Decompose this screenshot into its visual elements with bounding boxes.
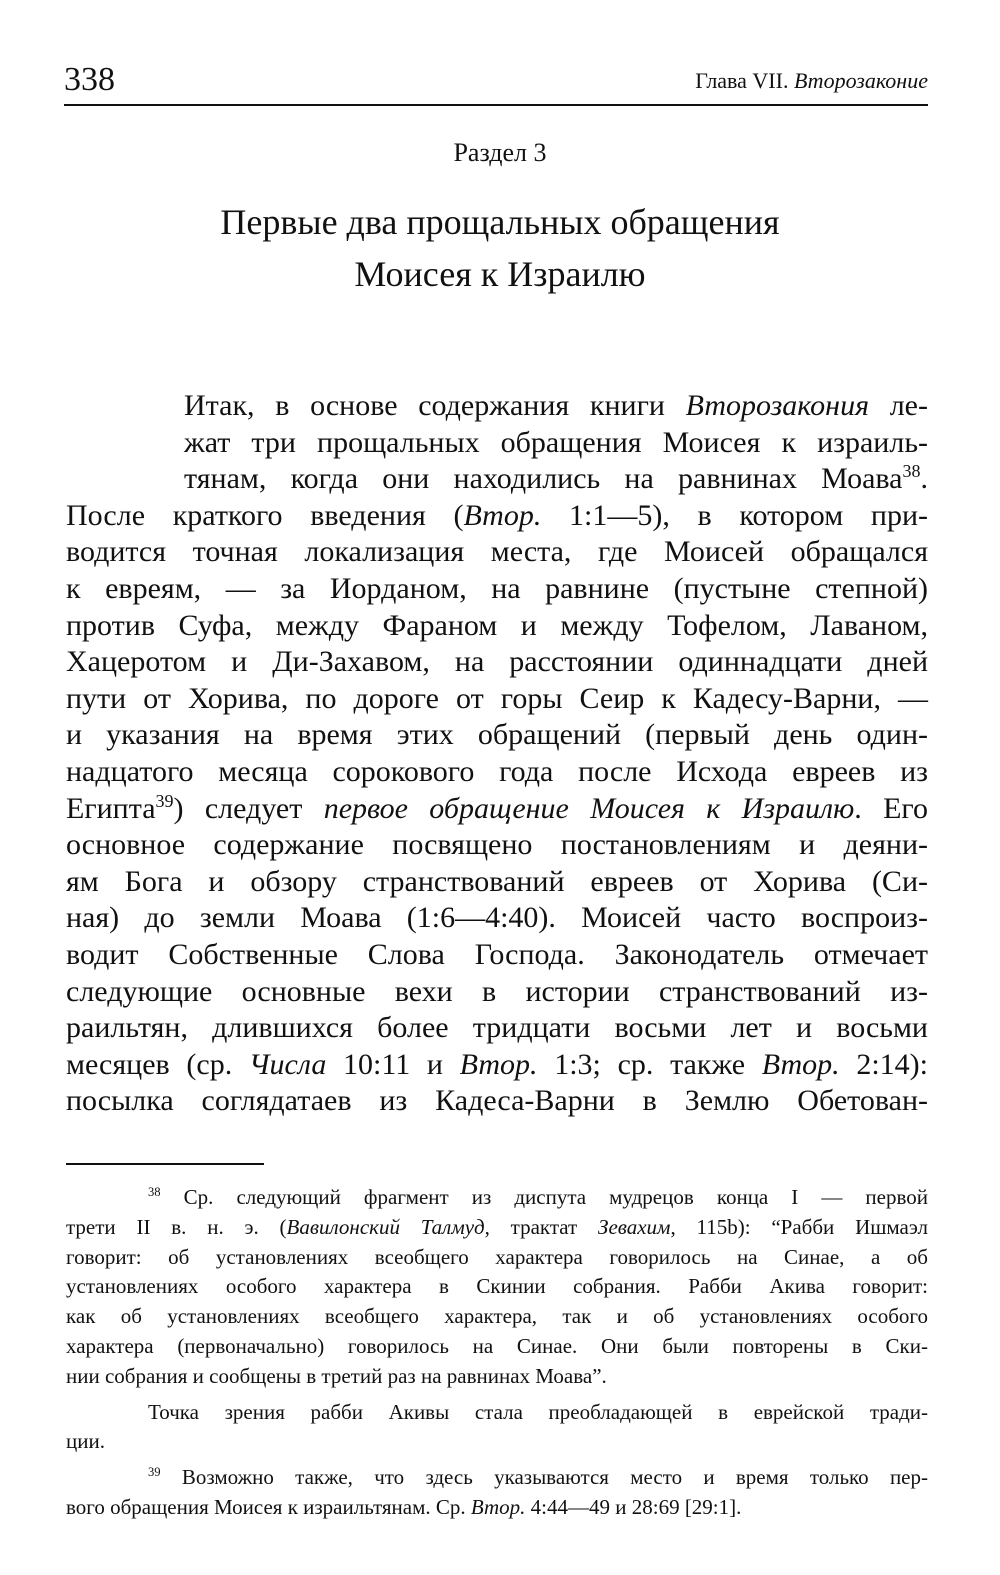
footnote-line [66,1493,928,1523]
text-segment: 10:11 и [326,1047,460,1081]
text-segment: Хацеротом и Ди-Захавом, на расстоянии одиннадцати дней [66,645,928,679]
text-segment: против Суфа, между Фараном и между Тофелом, Лаваном, [66,608,928,642]
text-segment: Ср. следующий фрагмент из диспута мудрецов конца I — первой [160,1185,928,1209]
footnote-line [66,1463,928,1493]
body-line [66,681,928,718]
footnote-line [66,1272,928,1302]
title-line: Первые два прощальных обращения [220,202,780,242]
body-line [66,864,928,901]
body-line [66,827,928,864]
italic-text: Втор. [459,1047,538,1081]
text-segment: говорит: об установлениях всеобщего характера говорилось на Синае, а об [66,1244,928,1269]
text-segment: . Его [854,791,928,825]
footnote-line [66,1362,928,1392]
text-segment: После краткого введения ( [66,498,464,532]
body-line [66,461,928,498]
body-line [66,571,928,608]
text-segment: ции. [66,1429,105,1454]
running-head [695,66,928,96]
text-segment: следующие основные вехи в истории странствований из- [66,974,928,1008]
footnote [66,1398,928,1458]
footnotes [66,1183,928,1523]
text-segment: характера (первоначально) говорилось на Синае. Они были повторены в Ски- [66,1333,928,1358]
italic-text: Второзакония [685,389,870,422]
footnote-line [66,1398,928,1428]
text-segment: ле- [869,389,928,422]
text-segment: 1:1—5), в котором при- [541,498,928,532]
footnote-line [66,1302,928,1332]
text-segment: нии собрания и сообщены в третий раз на равнинах Моава”. [66,1363,607,1388]
text-segment: Итак, в основе содержания книги [184,389,686,422]
page-number: 338 [64,61,115,98]
footnote [66,1183,928,1392]
text-segment: ) следует [173,791,324,825]
body-line [66,1047,928,1084]
italic-text: Втор. [463,498,542,532]
section-label: Раздел 3 [453,138,547,167]
italic-text: Числа [248,1047,327,1081]
footnote-line [66,1213,928,1243]
body-line [66,608,928,645]
text-segment: месяцев (ср. [66,1047,249,1081]
footnote-marker: 39 [155,790,174,811]
body-line [66,498,928,535]
text-segment: Точка зрения рабби Акивы стала преобладающей в еврейской тради- [148,1399,928,1424]
text-segment: основное содержание посвящено постановлениям и деяни- [66,828,928,862]
body-line [66,1083,928,1120]
text-segment: , 115b): “Рабби Ишмаэл [670,1214,928,1239]
footnote-line [66,1183,928,1213]
text-segment: Возможно также, что здесь указываются место и время только пер- [160,1465,928,1490]
text-segment: к евреям, — за Иорданом, на равнине (пустыне степной) [66,571,928,605]
text-segment: 2:14): [839,1047,928,1081]
italic-text: Вавилонский Талмуд [286,1214,485,1239]
text-segment: водится точная локализация места, где Моисей обращался [66,535,928,569]
body-line [66,754,928,791]
text-segment: надцатого месяца сорокового года после Исхода евреев из [66,754,928,788]
italic-text: Втор. [470,1494,526,1519]
italic-text: Зевахим [598,1214,671,1239]
text-segment: установлениях особого характера в Скинии собрания. Рабби Акива говорит: [66,1274,928,1299]
running-head-chapter: Глава VII. [695,68,789,93]
body-text [66,388,928,1120]
text-segment: ям Бога и обзору странствований евреев от Хорива (Си- [66,864,928,898]
text-segment: жат три прощальных обращения Моисея к израиль- [184,425,928,459]
body-line [66,937,928,974]
body-line [66,425,928,462]
text-segment: и указания на время этих обращений (первый день один- [66,718,928,752]
italic-text: первое обращение Моисея к Израилю [323,791,855,825]
text-segment: как об установлениях всеобщего характера, так и об установлениях особого [66,1304,928,1329]
body-line [66,388,928,425]
section-title [0,196,1000,300]
body-line [66,717,928,754]
text-segment: 1:3; ср. также [537,1047,762,1081]
body-line [66,974,928,1011]
footnote-marker: 39 [148,1465,161,1480]
body-line [66,791,928,828]
footnote-line [66,1332,928,1362]
text-segment: . [920,462,928,496]
text-segment: тянам, когда они находились на равнинах Моава [184,462,903,496]
text-segment: Египта [66,791,156,825]
text-segment: водит Собственные Слова Господа. Законодатель отмечает [66,937,928,971]
text-segment: посылка соглядатаев из Кадеса-Варни в Землю Обетован- [66,1084,928,1118]
body-line [66,534,928,571]
text-segment: ная) до земли Моава (1:6—4:40). Моисей часто воспроиз- [66,901,928,935]
text-segment: 4:44—49 и 28:69 [29:1]. [525,1494,742,1519]
body-line [66,1010,928,1047]
text-segment: трети II в. н. э. ( [66,1214,287,1239]
body-line [66,644,928,681]
text-segment: вого обращения Моисея к израильтянам. Ср. [66,1494,471,1519]
footnote [66,1463,928,1523]
body-line [66,900,928,937]
running-head-title: Второзаконие [793,68,928,93]
footnote-marker: 38 [902,461,921,482]
footnote-line [66,1427,928,1457]
text-segment: пути от Хорива, по дороге от горы Сеир к Кадесу-Варни, — [66,681,928,715]
text-segment: , трактат [484,1214,599,1239]
page-header [64,58,928,106]
footnote-line [66,1243,928,1273]
italic-text: Втор. [761,1047,840,1081]
footnote-marker: 38 [148,1185,161,1199]
title-line: Моисея к Израилю [354,254,646,294]
footnote-rule [66,1163,264,1165]
text-segment: раильтян, длившихся более тридцати восьми лет и восьми [66,1011,928,1045]
